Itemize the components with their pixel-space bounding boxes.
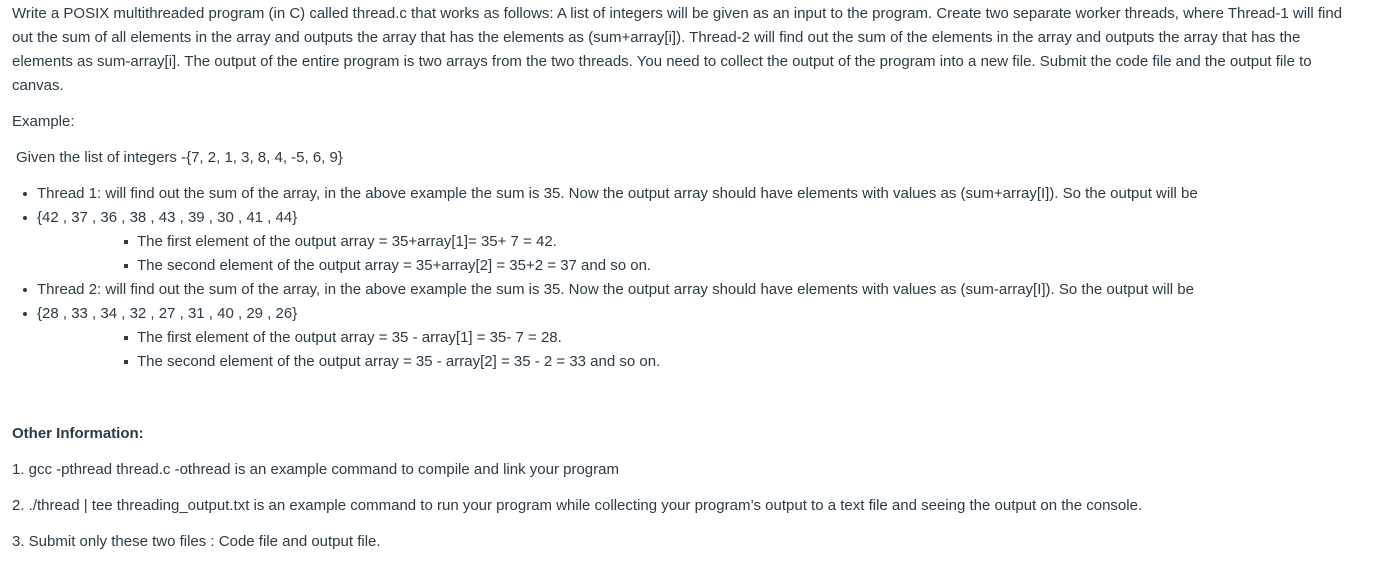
other-information-heading: Other Information: (12, 425, 144, 442)
sublist-item: The first element of the output array = 35+array[1]= 35+ 7 = 42. (37, 230, 1365, 254)
info-item-run: 2. ./thread | tee threading_output.txt is an example command to run your program while collecting your program’s output to a text file and seeing the output on the console. (12, 497, 1143, 514)
example-heading: Example: (12, 113, 75, 130)
sublist-item: The second element of the output array = 35+array[2] = 35+2 = 37 and so on. (37, 254, 1365, 278)
thread1-sublist (37, 230, 1365, 278)
info-item-submit: 3. Submit only these two files : Code file and output file. (12, 533, 381, 550)
sublist-item: The second element of the output array = 35 - array[2] = 35 - 2 = 33 and so on. (37, 350, 1365, 374)
list-item-thread1 (12, 182, 1365, 206)
thread1-output-array: {42 , 37 , 36 , 38 , 43 , 39 , 30 , 41 , 44} (37, 209, 298, 226)
list-item-thread2-output (12, 302, 1365, 374)
thread2-sublist (37, 326, 1365, 374)
list-item-thread2 (12, 278, 1365, 302)
thread2-description: Thread 2: will find out the sum of the array, in the above example the sum is 35. Now the output array should have elements with values as (sum-array[I]). So the output will be (37, 281, 1194, 298)
thread2-output-array: {28 , 33 , 34 , 32 , 27 , 31 , 40 , 29 , 26} (37, 305, 298, 322)
list-item-thread1-output (12, 206, 1365, 278)
given-list: Given the list of integers -{7, 2, 1, 3, 8, 4, -5, 6, 9} (16, 149, 343, 166)
thread1-description: Thread 1: will find out the sum of the array, in the above example the sum is 35. Now the output array should have elements with values as (sum+array[I]). So the output will be (37, 185, 1198, 202)
example-list (12, 182, 1365, 374)
assignment-description: Write a POSIX multithreaded program (in C) called thread.c that works as follows: A list of integers will be given as an input to the program. Create two separate worker threads, where Thread-1 will find out the sum of all elements in the array and outputs the array that has the elements as (sum+array[i]). Thread-2 will find out the sum of the elements in the array and outputs the array that has the elements as sum-array[i]. The output of the entire program is two arrays from the two threads. You need to collect the output of the program into a new file. Submit the code file and the output file to canvas. (12, 5, 1343, 94)
info-item-compile: 1. gcc -pthread thread.c -othread is an example command to compile and link your program (12, 461, 619, 478)
sublist-item: The first element of the output array = 35 - array[1] = 35- 7 = 28. (37, 326, 1365, 350)
